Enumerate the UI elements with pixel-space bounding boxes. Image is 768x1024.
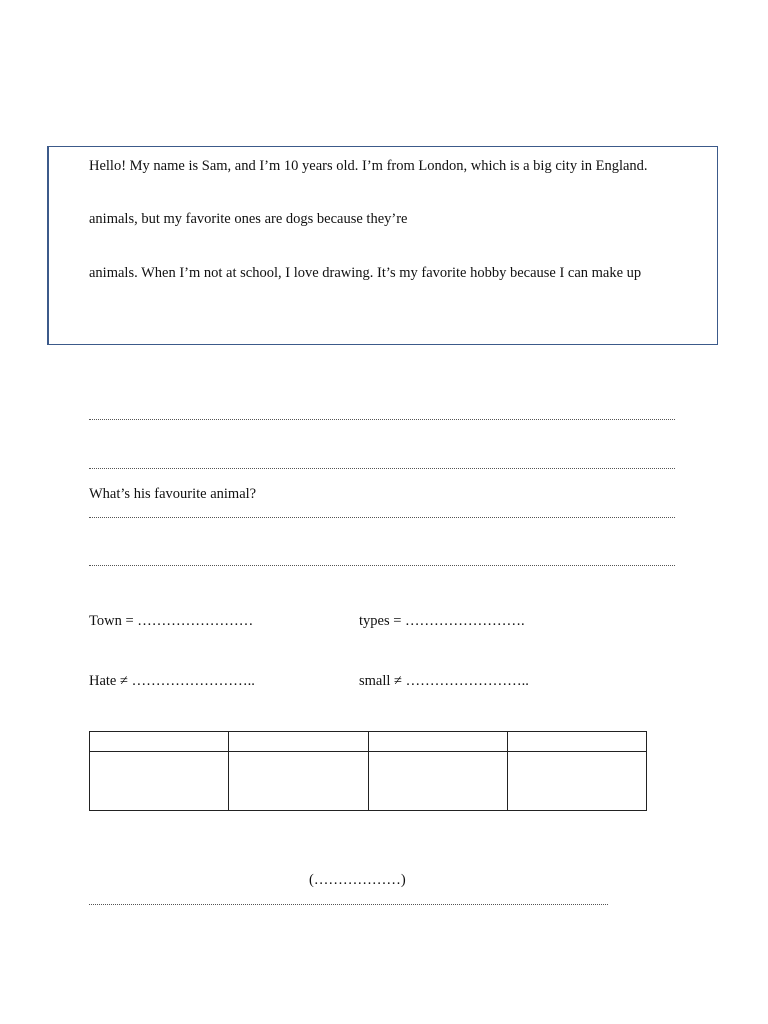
table-header-row xyxy=(90,732,647,752)
parenthesis-blank[interactable]: (………………) xyxy=(309,872,406,888)
reading-line-3: animals. When I’m not at school, I love drawing. It’s my favorite hobby because I can make up xyxy=(89,265,642,281)
answer-line-final[interactable] xyxy=(89,904,608,905)
answer-line-3[interactable] xyxy=(89,517,675,518)
answer-table xyxy=(89,731,647,811)
reading-text-box xyxy=(47,146,718,345)
table-header-cell[interactable] xyxy=(507,732,646,752)
vocab-town[interactable]: Town = …………………… xyxy=(89,613,254,629)
table-cell[interactable] xyxy=(90,752,229,811)
vocab-hate[interactable]: Hate ≠ …………………….. xyxy=(89,673,255,689)
table-cell[interactable] xyxy=(229,752,368,811)
table-cell[interactable] xyxy=(368,752,507,811)
answer-line-2[interactable] xyxy=(89,468,675,469)
answer-line-1[interactable] xyxy=(89,419,675,420)
question-favourite-animal: What’s his favourite animal? xyxy=(89,486,257,502)
table-cell[interactable] xyxy=(507,752,646,811)
reading-line-2: animals, but my favorite ones are dogs because they’re xyxy=(89,211,408,227)
table-row xyxy=(90,752,647,811)
answer-line-4[interactable] xyxy=(89,565,675,566)
table-header-cell[interactable] xyxy=(90,732,229,752)
table-header-cell[interactable] xyxy=(229,732,368,752)
vocab-types[interactable]: types = ……………………. xyxy=(359,613,525,629)
vocab-small[interactable]: small ≠ …………………….. xyxy=(359,673,529,689)
table-header-cell[interactable] xyxy=(368,732,507,752)
reading-line-1: Hello! My name is Sam, and I’m 10 years old. I’m from London, which is a big city in England. xyxy=(89,158,648,174)
